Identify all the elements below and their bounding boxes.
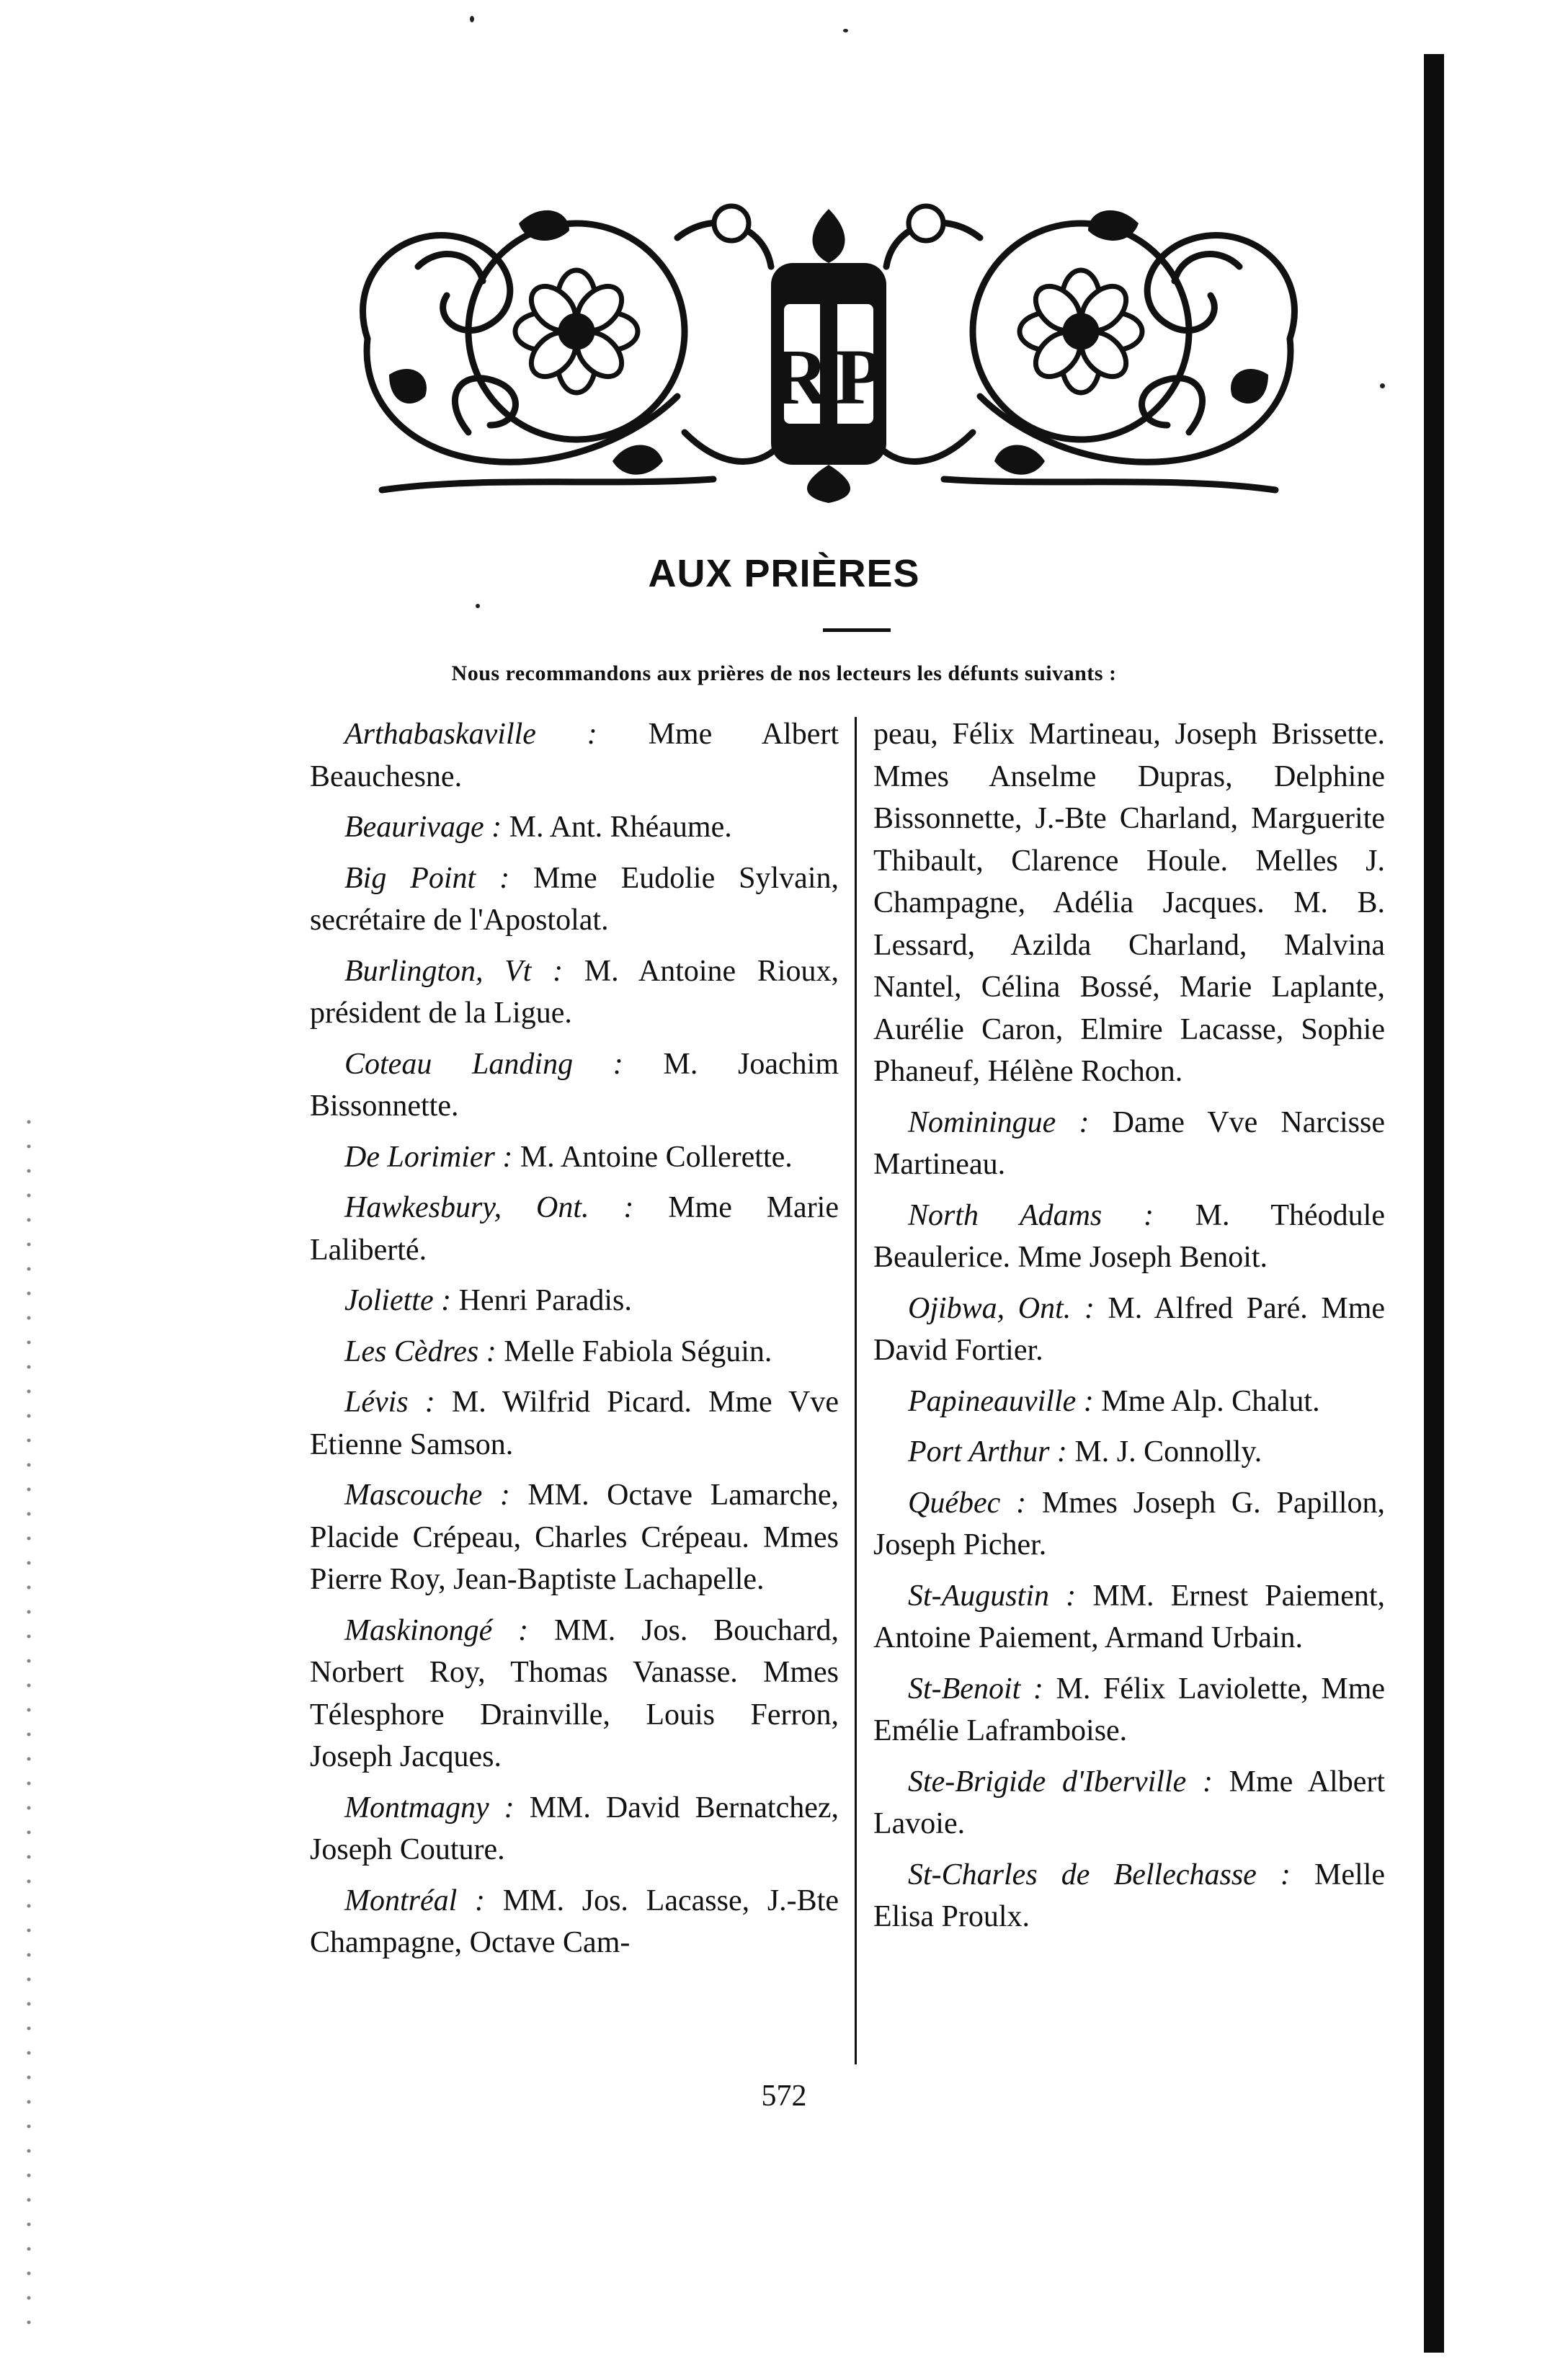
place-name: St-Charles de Bellechasse : xyxy=(908,1858,1291,1891)
place-name: Montmagny : xyxy=(344,1791,514,1824)
deceased-names: Melle Fabiola Séguin. xyxy=(504,1334,772,1368)
place-name: Mascouche : xyxy=(344,1479,510,1512)
place-name: Ste-Brigide d'Iberville : xyxy=(908,1765,1213,1799)
list-item xyxy=(310,1474,839,1601)
deceased-names: Mme Marie Laliberté. xyxy=(310,1191,839,1267)
place-name: Port Arthur : xyxy=(908,1435,1067,1469)
list-item xyxy=(310,1280,839,1322)
place-name: Montréal : xyxy=(344,1884,486,1917)
deceased-names: MM. Octave Lamarche, Placide Crépeau, Charles Crépeau. Mmes Pierre Roy, Jean-Baptiste Lachapelle. xyxy=(310,1479,839,1596)
right-column xyxy=(873,713,1385,1947)
list-item xyxy=(873,1195,1385,1279)
place-name: St-Augustin : xyxy=(908,1579,1077,1613)
place-name: Coteau Landing : xyxy=(344,1047,623,1081)
list-item xyxy=(310,1610,839,1778)
list-item xyxy=(873,1381,1385,1423)
intro-text: Nous recommandons aux prières de nos lecteurs les défunts suivants : xyxy=(451,661,1117,685)
list-item xyxy=(310,857,839,942)
place-name: North Adams : xyxy=(908,1198,1154,1232)
deceased-names: MM. Ernest Paiement, Antoine Paiement, Armand Urbain. xyxy=(873,1579,1386,1654)
svg-text:P: P xyxy=(834,333,883,421)
place-name: Big Point : xyxy=(344,861,510,895)
list-item xyxy=(873,1482,1385,1567)
place-name: Papineauville : xyxy=(908,1384,1094,1418)
deceased-names: M. Alfred Paré. Mme David Fortier. xyxy=(873,1291,1386,1367)
list-item xyxy=(873,1575,1385,1659)
speck xyxy=(470,16,474,22)
place-name: Ojibwa, Ont. : xyxy=(908,1291,1095,1325)
deceased-names: Mme Albert Lavoie. xyxy=(873,1765,1386,1840)
list-item xyxy=(873,1761,1385,1845)
list-item xyxy=(873,713,1385,1093)
place-name: Joliette : xyxy=(344,1284,452,1317)
place-name: St-Benoit : xyxy=(908,1672,1043,1706)
list-item xyxy=(310,1880,839,1964)
place-name: Les Cèdres : xyxy=(344,1334,496,1368)
deceased-names: M. Joachim Bissonnette. xyxy=(310,1047,839,1123)
list-item xyxy=(310,1136,839,1179)
place-name: Québec : xyxy=(908,1486,1027,1520)
list-item xyxy=(873,1854,1385,1938)
list-item xyxy=(310,1043,839,1128)
deceased-names: Dame Vve Narcisse Martineau. xyxy=(873,1105,1386,1181)
list-item xyxy=(310,713,839,798)
list-item xyxy=(310,1381,839,1466)
svg-text:R: R xyxy=(771,333,829,421)
column-divider xyxy=(855,717,857,2064)
list-item xyxy=(873,1668,1385,1752)
left-column xyxy=(310,713,839,1973)
place-name: Maskinongé : xyxy=(344,1613,529,1647)
margin-specks xyxy=(22,1110,50,2335)
deceased-names: M. Antoine Rioux, président de la Ligue. xyxy=(310,954,839,1030)
title-underline xyxy=(823,628,891,632)
deceased-names: M. Félix Laviolette, Mme Emélie Laframboise. xyxy=(873,1672,1385,1747)
deceased-names: M. Ant. Rhéaume. xyxy=(509,811,732,844)
deceased-names: MM. Jos. Bouchard, Norbert Roy, Thomas Vanasse. Mmes Télesphore Drainville, Louis Ferron, Joseph Jacques. xyxy=(310,1613,839,1773)
place-name: Hawkesbury, Ont. : xyxy=(344,1191,634,1224)
deceased-names: Mme Alp. Chalut. xyxy=(1101,1384,1320,1418)
list-item xyxy=(310,806,839,849)
place-name: Arthabaskaville : xyxy=(344,718,597,751)
page-edge-shadow xyxy=(1424,54,1444,2353)
place-name: Nominingue : xyxy=(908,1105,1090,1139)
list-item xyxy=(310,1787,839,1871)
list-item xyxy=(310,1331,839,1373)
speck xyxy=(843,29,848,32)
list-item xyxy=(310,950,839,1035)
deceased-names: M. Théodule Beaulerice. Mme Joseph Benoit. xyxy=(873,1198,1385,1274)
deceased-names: M. Wilfrid Picard. Mme Vve Etienne Samson. xyxy=(310,1386,839,1461)
place-name: De Lorimier : xyxy=(344,1140,513,1174)
page-number: 572 xyxy=(761,2080,807,2113)
deceased-names: Melle Elisa Proulx. xyxy=(873,1858,1386,1933)
place-name: Beaurivage : xyxy=(344,811,502,844)
deceased-names: MM. David Bernatchez, Joseph Couture. xyxy=(310,1791,839,1866)
deceased-names: peau, Félix Martineau, Joseph Brissette. Mmes Anselme Dupras, Delphine Bissonnette, J.-Bte Charland, Marguerite Thibault, Clarence Houle. Melles J. Champagne, Adélia Jacques. M. B. Lessard, Azilda Charland, Malvina Nantel, Célina Bossé, Marie Laplante, Aurélie Caron, Elmire Lacasse, Sophie Phaneuf, Hélène Rochon. xyxy=(873,718,1385,1088)
deceased-names: Henri Paradis. xyxy=(458,1284,632,1317)
list-item xyxy=(873,1288,1385,1372)
deceased-names: Mmes Joseph G. Papillon, Joseph Picher. xyxy=(873,1486,1386,1561)
deceased-names: M. J. Connolly. xyxy=(1074,1435,1262,1469)
place-name: Burlington, Vt : xyxy=(344,954,564,988)
deceased-names: MM. Jos. Lacasse, J.-Bte Champagne, Octave Cam- xyxy=(310,1884,839,1959)
place-name: Lévis : xyxy=(344,1386,435,1419)
deceased-names: Mme Eudolie Sylvain, secrétaire de l'Apostolat. xyxy=(310,861,839,937)
page-title: AUX PRIÈRES xyxy=(648,552,920,595)
list-item xyxy=(873,1102,1385,1186)
floral-rp-monogram-icon xyxy=(339,195,1319,504)
speck xyxy=(1380,383,1385,388)
list-item xyxy=(310,1187,839,1271)
speck xyxy=(476,604,480,608)
deceased-names: M. Antoine Collerette. xyxy=(520,1140,793,1174)
deceased-names: Mme Albert Beauchesne. xyxy=(310,718,839,793)
list-item xyxy=(873,1431,1385,1474)
